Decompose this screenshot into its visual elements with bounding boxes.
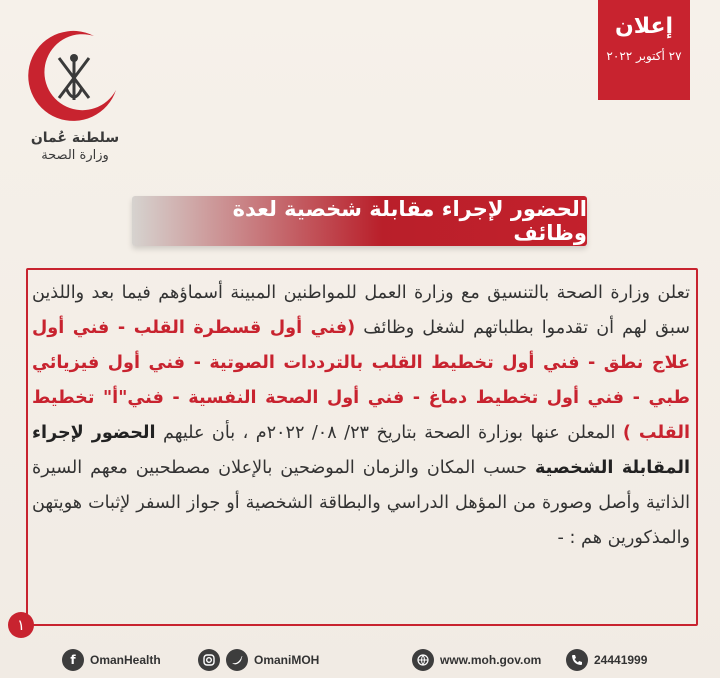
body-date: المعلن عنها بوزارة الصحة بتاريخ ٢٣/ ٠٨/ ٢٠٢٢م ، بأن عليهم [155, 423, 623, 443]
announcement-date: ٢٧ أكتوبر ٢٠٢٢ [606, 49, 682, 63]
phone-number: 24441999 [594, 653, 648, 667]
ministry-name: وزارة الصحة [41, 148, 109, 163]
page-number: ١ [8, 612, 34, 638]
interview-highlight: الحضور لإجراء المقابلة الشخصية [32, 423, 690, 478]
web-icon [412, 649, 434, 671]
page-title: الحضور لإجراء مقابلة شخصية لعدة وظائف [232, 197, 587, 245]
crescent-emblem-icon [24, 28, 124, 128]
footer-phone[interactable] [566, 648, 647, 672]
announcement-label: إعلان [614, 14, 674, 39]
phone-icon [566, 649, 588, 671]
social-handle: OmaniMOH [254, 653, 320, 667]
instagram-icon [198, 649, 220, 671]
ministry-logo [20, 28, 130, 163]
title-banner [132, 196, 587, 246]
footer-social[interactable] [198, 648, 319, 672]
country-name: سلطنة عُمان [30, 130, 120, 146]
job-titles: (فني أول قسطرة القلب - فني أول علاج نطق - فني أول تخطيط القلب بالترددات الصوتية - فني أول فيزيائي طبي - فني أول تخطيط دماغ - فني أول الصحة النفسية - فني"أ" تخطيط القلب ) [32, 318, 690, 443]
twitter-icon [226, 649, 248, 671]
facebook-icon: f [62, 649, 84, 671]
website-url: www.moh.gov.om [440, 653, 542, 667]
announcement-tag [598, 0, 690, 100]
announcement-body [32, 276, 690, 556]
body-requirements: حسب المكان والزمان الموضحين بالإعلان مصطحبين معهم السيرة الذاتية وأصل وصورة من المؤهل الدراسي والبطاقة الشخصية أو جواز السفر لإثبات هويتهن والمذكورين هم : - [32, 458, 690, 548]
facebook-handle: OmanHealth [90, 653, 161, 667]
footer-facebook[interactable] [62, 648, 161, 672]
footer [0, 642, 720, 678]
body-intro: تعلن وزارة الصحة بالتنسيق مع وزارة العمل للمواطنين المبينة أسماؤهم فيما بعد واللذين سبق لهم أن تقدموا بطلباتهم لشغل وظائف [32, 283, 691, 338]
footer-website[interactable] [412, 648, 541, 672]
